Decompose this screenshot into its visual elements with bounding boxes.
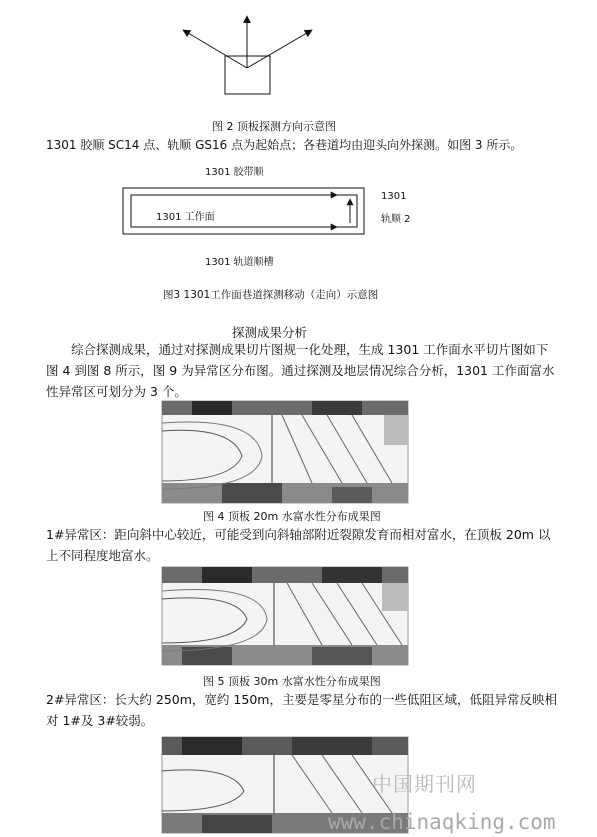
- label-1301: 1301: [381, 191, 407, 202]
- figure-4-image: [162, 401, 408, 503]
- paragraph-anomaly-2: 2#异常区：长大约 250m，宽约 150m，主要是零星分布的一些低阻区域，低阻异常反映相对 1#及 3#较弱。: [46, 692, 557, 728]
- figure-2-caption: 图 2 顶板探测方向示意图: [212, 120, 336, 133]
- arrow-up-left: [183, 30, 247, 68]
- figure-3-diagram: [0, 185, 597, 245]
- label-track-roadway: 1301 轨道顺槽: [205, 257, 274, 268]
- paragraph-anomaly-1: 1#异常区：距向斜中心较近，可能受到向斜轴部附近裂隙发育而相对富水，在顶板 20m 以上不同程度地富水。: [46, 527, 551, 563]
- label-workface: 1301 工作面: [156, 212, 215, 223]
- paragraph-summary: 综合探测成果，通过对探测成果切片图规一化处理，生成 1301 工作面水平切片图如下图 4 到图 8 所示，图 9 为异常区分布图。通过探测及地层情况综合分析，1301 工作面富水性异常区可划分为 3 个。: [46, 342, 555, 399]
- figure-2-diagram: [0, 0, 597, 110]
- figure-5-caption: 图 5 顶板 30m 水富水性分布成果图: [203, 675, 381, 688]
- label-track-2: 轨顺 2: [381, 214, 411, 225]
- label-belt-roadway: 1301 胶带顺: [205, 167, 264, 178]
- figure-3-caption: 图3 1301工作面巷道探测移动（走向）示意图: [163, 289, 379, 301]
- watermark-cn: 中国期刊网: [372, 772, 477, 796]
- figure-4-caption: 图 4 顶板 20m 水富水性分布成果图: [203, 510, 381, 523]
- section-heading: 探测成果分析: [232, 325, 308, 340]
- arrow-up-right: [247, 30, 312, 68]
- watermark-url: www.chinaqking.com: [328, 810, 556, 834]
- figure-5-image: [162, 567, 408, 665]
- paragraph-start-points: 1301 胶顺 SC14 点、轨顺 GS16 点为起始点；各巷道均由迎头向外探测。如图 3 所示。: [46, 138, 523, 152]
